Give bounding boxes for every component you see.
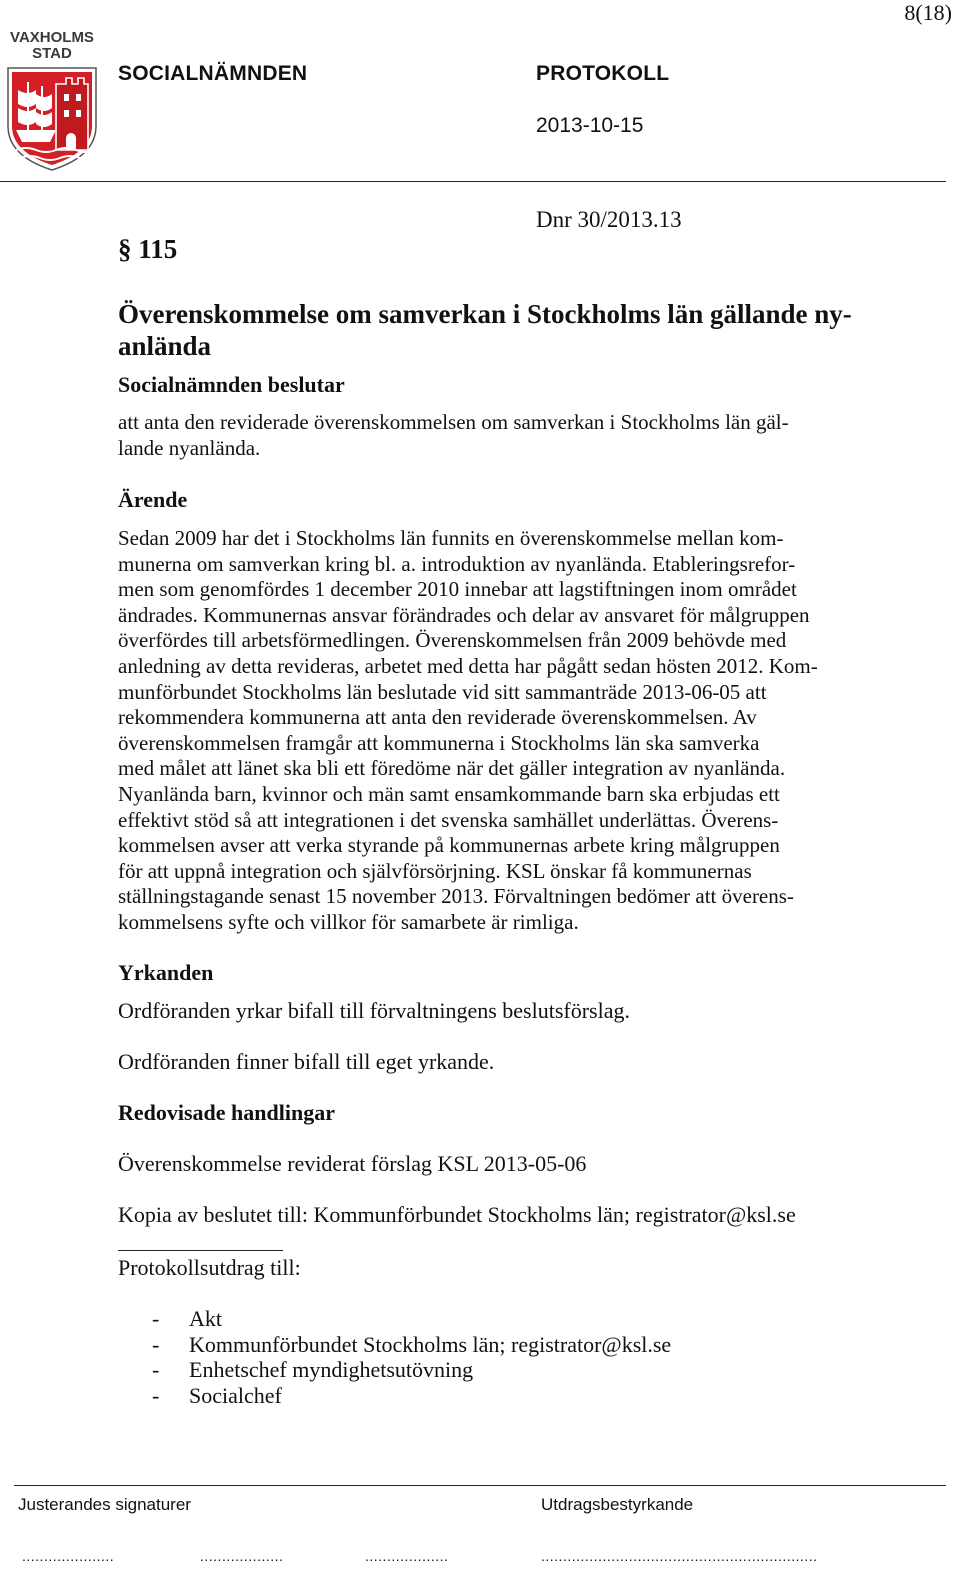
arende-heading: Ärende [118, 487, 188, 512]
list-item: - Kommunförbundet Stockholms län; registrator@ksl.se [152, 1331, 672, 1357]
footer-signatures-label: Justerandes signaturer [18, 1495, 191, 1514]
yrkanden-heading: Yrkanden [118, 960, 214, 985]
page-number: 8(18) [904, 0, 952, 25]
certification-line: ............................................................... [541, 1548, 818, 1564]
handlingar-item: Överenskommelse reviderat förslag KSL 2013-05-06 [118, 1151, 587, 1176]
arende-line: munförbundet Stockholms län beslutade vid sitt sammanträde 2013-06-05 att [118, 679, 767, 704]
signature-line: ................... [365, 1548, 449, 1564]
municipality-logo [6, 30, 98, 172]
list-item: - Akt [152, 1306, 222, 1331]
org-name: SOCIALNÄMNDEN [118, 62, 308, 85]
logo-text-line1: VAXHOLMS [10, 29, 94, 46]
arende-line: munerna om samverkan kring bl. a. introduktion av nyanlända. Etableringsrefor- [118, 551, 796, 576]
header-divider [0, 181, 946, 182]
arende-line: anledning av detta revideras, arbetet med detta har pågått sedan hösten 2012. Kom- [118, 653, 818, 678]
footer-divider [14, 1485, 946, 1486]
logo-text-line2: STAD [32, 45, 72, 62]
list-item: - Enhetschef myndighetsutövning [152, 1357, 474, 1382]
arende-line: men som genomfördes 1 december 2010 innebar att lagstiftningen inom området [118, 577, 797, 602]
arende-line: kommelsen avser att verka styrande på kommunernas arbete kring målgruppen [118, 833, 780, 858]
yrkanden-motion: Ordföranden yrkar bifall till förvaltningens beslutsförslag. [118, 998, 630, 1023]
arende-line: ställningstagande senast 15 november 2013. Förvaltningen bedömer att överens- [118, 884, 794, 909]
yrkanden-ruling: Ordföranden finner bifall till eget yrkande. [118, 1049, 495, 1074]
list-item: - Socialchef [152, 1382, 282, 1408]
meeting-date: 2013-10-15 [536, 114, 644, 137]
utdrag-label: Protokollsutdrag till: [118, 1255, 301, 1280]
list-item-text: Enhetschef myndighetsutövning [189, 1357, 474, 1382]
arende-line: rekommendera kommunerna att anta den reviderade överenskommelsen. Av [118, 705, 757, 730]
section-number: § 115 [118, 234, 178, 264]
arende-line: kommelsens syfte och villkor för samarbete är rimliga. [118, 909, 579, 934]
arende-line: effektivt stöd så att integrationen i det svenska samhället underlättas. Överens- [118, 807, 779, 832]
dnr-number: Dnr 30/2013.13 [536, 207, 682, 232]
case-title-line: Överenskommelse om samverkan i Stockholms län gällande ny- [118, 299, 852, 329]
signature-line: ................... [200, 1548, 284, 1564]
utdrag-list [152, 1306, 671, 1408]
arende-line: överenskommelsen framgår att kommunerna i Stockholms län ska samverka [118, 730, 760, 755]
arende-line: överfördes till arbetsförmedlingen. Överenskommelsen från 2009 behövde med [118, 628, 787, 653]
arende-line: ändrades. Kommunernas ansvar förändrades och delar av ansvaret för målgruppen [118, 602, 810, 627]
document-type: PROTOKOLL [536, 62, 670, 85]
arende-text [118, 526, 878, 936]
footer-certification-label: Utdragsbestyrkande [541, 1495, 694, 1514]
arende-line: för att uppnå integration och självförsörjning. KSL önskar få kommunernas [118, 858, 752, 883]
arende-line: Nyanlända barn, kvinnor och män samt ensamkommande barn ska erbjudas ett [118, 781, 780, 806]
kopia-recipients: Kopia av beslutet till: Kommunförbundet Stockholms län; registrator@ksl.se [118, 1202, 796, 1227]
signature-line: ..................... [22, 1548, 115, 1564]
decision-heading: Socialnämnden beslutar [118, 372, 345, 397]
list-item-text: Kommunförbundet Stockholms län; registrator@ksl.se [189, 1331, 672, 1357]
list-item-text: Akt [189, 1306, 222, 1331]
decision-text [118, 410, 878, 461]
arende-line: med målet att länet ska bli ett föredöme när det gäller integration av nyanlända. [118, 756, 786, 781]
case-title-line: anlända [118, 331, 212, 361]
arende-line: Sedan 2009 har det i Stockholms län funnits en överenskommelse mellan kom- [118, 526, 784, 550]
decision-line: lande nyanlända. [118, 435, 261, 460]
coat-of-arms-icon [6, 64, 98, 172]
handlingar-heading: Redovisade handlingar [118, 1100, 335, 1125]
list-item-text: Socialchef [189, 1382, 282, 1408]
decision-line: att anta den reviderade överenskommelsen om samverkan i Stockholms län gäl- [118, 410, 789, 434]
separator-line [118, 1250, 283, 1251]
case-title [118, 298, 878, 362]
